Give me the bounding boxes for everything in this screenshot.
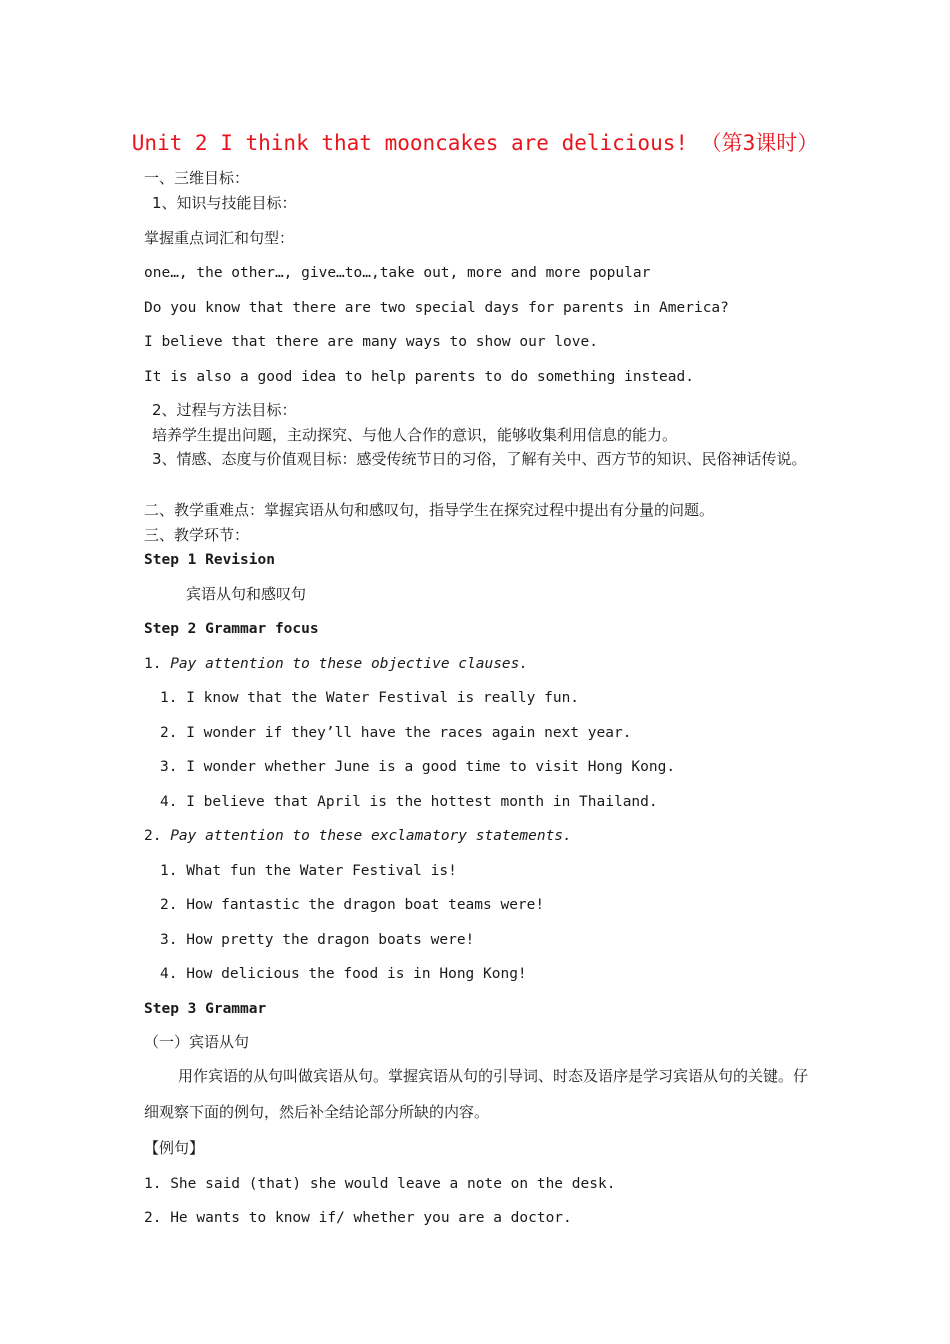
vocab-line: one…, the other…, give…to…,take out, more and more popular — [144, 265, 651, 281]
subheading-emotion-values: 3、情感、态度与价值观目标：感受传统节日的习俗，了解有关中、西方节的知识、民俗神话传说。 — [152, 450, 807, 468]
list-item — [160, 792, 658, 812]
list-item-text: I believe that April is the hottest month in Thailand. — [186, 794, 658, 810]
subheading-process-method: 2、过程与方法目标： — [152, 401, 297, 419]
step1-text: 宾语从句和感叹句 — [186, 585, 307, 603]
list-item — [160, 861, 457, 881]
section-heading-objectives: 一、三维目标： — [144, 169, 250, 187]
page-title: Unit 2 I think that mooncakes are delicious! （第3课时） — [131, 131, 819, 155]
step2-point2 — [144, 826, 572, 846]
list-item-number: 4. — [160, 794, 178, 810]
sentence-pattern-1: Do you know that there are two special days for parents in America? — [144, 300, 729, 316]
list-item-text: How delicious the food is in Hong Kong! — [186, 966, 527, 982]
list-item — [160, 964, 527, 984]
step2-point1 — [144, 654, 528, 674]
list-item-number: 2. — [160, 725, 178, 741]
sentence-pattern-3: It is also a good idea to help parents to do something instead. — [144, 369, 694, 385]
example-text: He wants to know if/ whether you are a doctor. — [170, 1210, 572, 1226]
example-number: 2. — [144, 1210, 162, 1226]
list-item-number: 1. — [160, 690, 178, 706]
step2-point2-number: 2. — [144, 828, 162, 844]
list-item — [160, 723, 631, 743]
section-heading-key-points: 二、教学重难点：掌握宾语从句和感叹句，指导学生在探究过程中提出有分量的问题。 — [144, 501, 715, 519]
step2-point2-text: Pay attention to these exclamatory statements. — [170, 828, 572, 844]
example-label: 【例句】 — [144, 1139, 205, 1157]
list-item-number: 2. — [160, 897, 178, 913]
list-item-number: 4. — [160, 966, 178, 982]
step2-point1-number: 1. — [144, 656, 162, 672]
list-item-text: How fantastic the dragon boat teams were! — [186, 897, 545, 913]
list-item-number: 3. — [160, 759, 178, 775]
list-item-number: 3. — [160, 932, 178, 948]
list-item — [160, 688, 579, 708]
list-item — [160, 757, 675, 777]
list-item-number: 1. — [160, 863, 178, 879]
step3-subheading: （一）宾语从句 — [144, 1033, 250, 1051]
list-item-text: I wonder if they’ll have the races again next year. — [186, 725, 632, 741]
section-heading-teaching-steps: 三、教学环节： — [144, 526, 250, 544]
process-method-text: 培养学生提出问题，主动探究、与他人合作的意识，能够收集利用信息的能力。 — [152, 426, 678, 444]
step1-title: Step 1 Revision — [144, 552, 275, 568]
step2-point1-text: Pay attention to these objective clauses. — [170, 656, 529, 672]
list-item-text: I know that the Water Festival is really fun. — [186, 690, 580, 706]
list-item-text: I wonder whether June is a good time to visit Hong Kong. — [186, 759, 676, 775]
example-sentence — [144, 1208, 572, 1228]
step2-title: Step 2 Grammar focus — [144, 621, 319, 637]
grasp-label: 掌握重点词汇和句型： — [144, 229, 295, 247]
list-item-text: How pretty the dragon boats were! — [186, 932, 475, 948]
list-item — [160, 930, 474, 950]
sentence-pattern-2: I believe that there are many ways to show our love. — [144, 334, 598, 350]
step3-paragraph: 用作宾语的从句叫做宾语从句。掌握宾语从句的引导词、时态及语序是学习宾语从句的关键。仔细观察下面的例句，然后补全结论部分所缺的内容。 — [144, 1067, 809, 1121]
list-item-text: What fun the Water Festival is! — [186, 863, 457, 879]
list-item — [160, 895, 544, 915]
step3-title: Step 3 Grammar — [144, 1001, 267, 1017]
subheading-knowledge-skills: 1、知识与技能目标： — [152, 194, 297, 212]
example-number: 1. — [144, 1176, 162, 1192]
example-text: She said (that) she would leave a note on the desk. — [170, 1176, 616, 1192]
example-sentence — [144, 1174, 615, 1194]
